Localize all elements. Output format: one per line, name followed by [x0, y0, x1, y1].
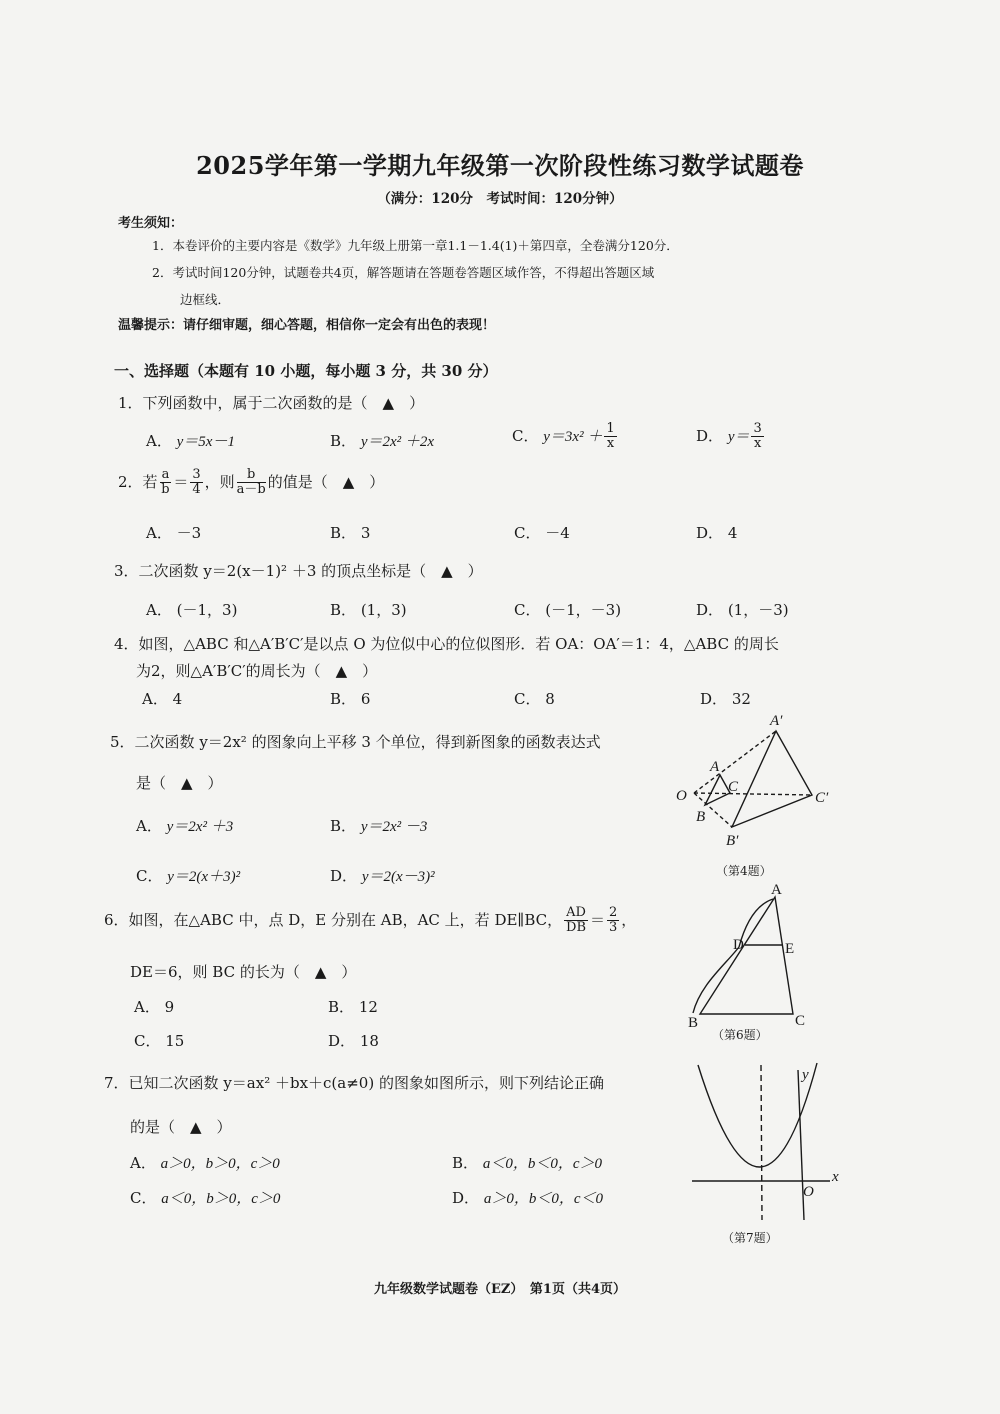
q2-option-d[interactable]: D． 4: [696, 524, 738, 542]
notice-item-2-cont: 边框线．: [180, 292, 231, 307]
question-7-line1: 7．已知二次函数 y＝ax² ＋bx＋c(a≠0) 的图象如图所示，则下列结论正确: [104, 1074, 604, 1092]
label-b: B: [696, 809, 706, 825]
label-e: E: [785, 941, 795, 957]
q2-option-b[interactable]: B． 3: [330, 524, 371, 542]
q7-option-a[interactable]: A． a＞0，b＞0，c＞0: [130, 1154, 280, 1172]
q2-option-c[interactable]: C． －4: [514, 524, 570, 542]
question-4-line2: 为2，则△A′B′C′的周长为（ ▲ ）: [136, 662, 378, 680]
question-5-line2: 是（ ▲ ）: [136, 774, 223, 792]
label-c: C: [795, 1013, 806, 1029]
question-number: 1．: [118, 394, 143, 412]
label-o: O: [676, 788, 687, 804]
question-6-line1: 6．如图，在△ABC 中，点 D，E 分别在 AB，AC 上，若 DE∥BC， $\frac{AD}{DB}$ ＝ $\frac{2}{3}$ ，: [104, 905, 637, 936]
triangle-a-prime-b-prime-c-prime: [732, 731, 812, 827]
q7-option-c[interactable]: C． a＜0，b＞0，c＞0: [130, 1189, 281, 1207]
q5-option-b[interactable]: B． y＝2x² －3: [330, 817, 428, 835]
figure-q4-caption: （第4题）: [716, 864, 772, 878]
triangle-abc: [705, 775, 730, 805]
label-a: A: [710, 759, 720, 775]
exam-subtitle: （满分：120分 考试时间：120分钟）: [377, 191, 623, 207]
fraction-ad-db: $\frac{AD}{DB}$: [566, 905, 587, 936]
label-d: D: [733, 937, 744, 953]
label-x: x: [832, 1169, 839, 1185]
fraction-b-over-a-minus-b: $\frac{b}{a-b}$: [236, 467, 266, 498]
q5-option-d[interactable]: D． y＝2(x－3)²: [330, 867, 435, 885]
q6-option-d[interactable]: D． 18: [328, 1032, 379, 1050]
q5-option-a[interactable]: A． y＝2x² ＋3: [136, 817, 234, 835]
q1-option-b[interactable]: B． y＝2x² ＋2x: [330, 432, 435, 450]
fraction-a-b: $\frac{a}{b}$: [161, 467, 170, 498]
ray-o-c-prime: [694, 793, 812, 795]
q2-option-a[interactable]: A． －3: [146, 524, 202, 542]
question-1: [118, 392, 424, 413]
fraction: $\frac{3}{x}$: [753, 421, 762, 452]
fraction-2-3: $\frac{2}{3}$: [608, 905, 618, 936]
figure-q7-parabola: [680, 1055, 850, 1255]
q6-option-a[interactable]: A． 9: [134, 998, 175, 1016]
label-c-prime: C′: [815, 790, 829, 806]
label-a-prime: A′: [770, 713, 783, 729]
q3-option-a[interactable]: A． (－1，3): [146, 601, 238, 619]
label-b-prime: B′: [726, 833, 739, 849]
question-stem: 下列函数中，属于二次函数的是（ ▲ ）: [142, 394, 425, 412]
figure-q4-homothety: [660, 705, 850, 885]
q4-option-a[interactable]: A． 4: [142, 690, 183, 708]
question-4-line1: 4．如图，△ABC 和△A′B′C′是以点 O 为位似中心的位似图形．若 OA：OA′＝1：4，△ABC 的周长: [114, 635, 779, 653]
label-c: C: [728, 779, 739, 795]
q7-option-b[interactable]: B． a＜0，b＜0，c＞0: [452, 1154, 602, 1172]
fraction: $\frac{1}{x}$: [606, 421, 615, 452]
notice-item-2: 2．考试时间120分钟，试题卷共4页，解答题请在答题卷答题区域作答，不得超出答题区域: [152, 265, 655, 280]
figure-q6-triangle: [675, 875, 825, 1050]
question-3: 3．二次函数 y＝2(x－1)² ＋3 的顶点坐标是（ ▲ ）: [114, 562, 483, 580]
triangle-abc: [700, 897, 793, 1014]
figure-q6-caption: （第6题）: [712, 1028, 768, 1042]
q7-option-d[interactable]: D． a＞0，b＜0，c＜0: [452, 1189, 603, 1207]
question-6-line2: DE＝6，则 BC 的长为（ ▲ ）: [130, 963, 357, 981]
notice-heading: 考生须知：: [118, 216, 184, 231]
label-y: y: [802, 1067, 809, 1083]
question-5-line1: 5．二次函数 y＝2x² 的图象向上平移 3 个单位，得到新图象的函数表达式: [110, 733, 601, 751]
q5-option-c[interactable]: C． y＝2(x＋3)²: [136, 867, 241, 885]
notice-item-1: 1．本卷评价的主要内容是《数学》九年级上册第一章1.1－1.4(1)＋第四章，全卷满分120分．: [152, 238, 679, 253]
q4-option-c[interactable]: C． 8: [514, 690, 555, 708]
pencil-mark: [693, 899, 773, 1013]
page-footer: 九年级数学试题卷（EZ） 第1页（共4页）: [374, 1282, 626, 1297]
axis-of-symmetry: [761, 1065, 762, 1220]
section-title: 一、选择题（本题有 10 小题，每小题 3 分，共 30 分）: [114, 362, 498, 380]
warm-tip: 温馨提示：请仔细审题，细心答题，相信你一定会有出色的表现！: [118, 318, 496, 333]
q4-option-b[interactable]: B． 6: [330, 690, 371, 708]
q4-option-d[interactable]: D． 32: [700, 690, 751, 708]
q1-option-c[interactable]: C． y＝3x² ＋ $\frac{1}{x}$: [512, 421, 615, 452]
question-2: 2．若 $\frac{a}{b}$ ＝ $\frac{3}{4}$ ，则 $\frac{b}{a-b}$ 的值是（ ▲ ）: [118, 467, 385, 498]
q6-option-c[interactable]: C． 15: [134, 1032, 185, 1050]
figure-q7-caption: （第7题）: [722, 1231, 778, 1245]
q3-option-b[interactable]: B． (1，3): [330, 601, 407, 619]
label-b: B: [688, 1015, 699, 1031]
q3-option-d[interactable]: D． (1，－3): [696, 601, 789, 619]
label-origin: O: [803, 1184, 814, 1200]
q1-option-d[interactable]: D． y＝ $\frac{3}{x}$: [696, 421, 762, 452]
q3-option-c[interactable]: C． (－1，－3): [514, 601, 622, 619]
exam-title: 2025学年第一学期九年级第一次阶段性练习数学试题卷: [196, 151, 804, 180]
question-7-line2: 的是（ ▲ ）: [130, 1118, 232, 1136]
q1-option-a[interactable]: A． y＝5x－1: [146, 432, 235, 450]
label-a: A: [771, 882, 782, 898]
fraction-3-4: $\frac{3}{4}$: [192, 467, 201, 498]
q6-option-b[interactable]: B． 12: [328, 998, 378, 1016]
